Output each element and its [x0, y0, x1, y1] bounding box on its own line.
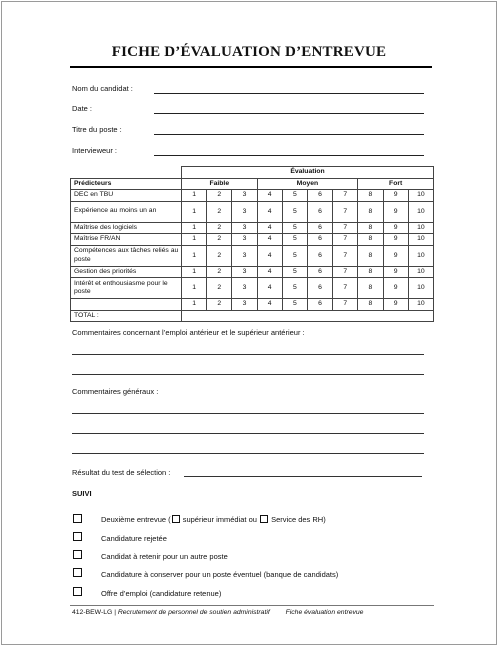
predictor-label: Gestion des priorités — [71, 266, 182, 278]
score-cell[interactable]: 2 — [207, 190, 232, 202]
score-cell[interactable]: 10 — [408, 299, 433, 311]
field-label-interviewer: Intervieweur : — [72, 146, 118, 155]
score-cell[interactable]: 8 — [358, 266, 383, 278]
predictor-label: Compétences aux tâches reliés au poste — [71, 245, 182, 266]
field-label-job-title: Titre du poste : — [72, 125, 122, 134]
score-cell[interactable]: 7 — [333, 278, 358, 299]
checkbox-other-position[interactable] — [73, 550, 82, 559]
job-title-line[interactable] — [154, 134, 424, 135]
comment-line[interactable] — [72, 354, 424, 355]
score-cell[interactable]: 1 — [182, 299, 207, 311]
footer-course: Recrutement de personnel de soutien administratif — [117, 609, 270, 616]
score-cell[interactable]: 5 — [282, 201, 307, 222]
score-cell[interactable]: 6 — [307, 266, 332, 278]
score-cell[interactable]: 9 — [383, 222, 408, 234]
group-header-row — [71, 178, 434, 190]
score-cell[interactable]: 8 — [358, 245, 383, 266]
score-cell[interactable]: 5 — [282, 266, 307, 278]
footer-code: 412-BEW-LG — [72, 609, 113, 616]
option-second-interview — [101, 515, 326, 524]
table-row — [71, 190, 434, 202]
score-cell[interactable]: 3 — [232, 245, 257, 266]
field-label-date: Date : — [72, 104, 93, 113]
score-cell[interactable]: 2 — [207, 222, 232, 234]
table-row — [71, 299, 434, 311]
total-label: TOTAL : — [71, 310, 182, 322]
checkbox-second-interview[interactable] — [73, 514, 82, 523]
checkbox-rejected[interactable] — [73, 532, 82, 541]
score-cell[interactable]: 8 — [358, 234, 383, 246]
score-cell[interactable]: 7 — [333, 266, 358, 278]
score-cell[interactable]: 6 — [307, 190, 332, 202]
predictor-label: Expérience au moins un an — [71, 201, 182, 222]
score-cell[interactable]: 6 — [307, 222, 332, 234]
table-row — [71, 278, 434, 299]
score-cell[interactable]: 2 — [207, 278, 232, 299]
score-cell[interactable]: 8 — [358, 299, 383, 311]
score-cell[interactable]: 8 — [358, 190, 383, 202]
table-row — [71, 234, 434, 246]
candidate-name-line[interactable] — [154, 93, 424, 94]
score-cell[interactable]: 4 — [257, 222, 282, 234]
total-row — [71, 310, 434, 322]
checkbox-job-offer[interactable] — [73, 587, 82, 596]
score-cell[interactable]: 4 — [257, 299, 282, 311]
total-cell[interactable] — [182, 310, 434, 322]
table-row — [71, 266, 434, 278]
score-cell[interactable]: 10 — [408, 190, 433, 202]
evaluation-table — [70, 166, 434, 322]
score-cell[interactable]: 6 — [307, 299, 332, 311]
selection-result-label: Résultat du test de sélection : — [72, 468, 171, 477]
score-cell[interactable]: 4 — [257, 266, 282, 278]
score-cell[interactable]: 5 — [282, 299, 307, 311]
option-candidate-bank-label: Candidature à conserver pour un poste éventuel (banque de candidats) — [101, 570, 339, 579]
score-cell[interactable]: 1 — [182, 266, 207, 278]
score-cell[interactable]: 4 — [257, 190, 282, 202]
predictors-header: Prédicteurs — [71, 178, 182, 190]
option-rejected-label: Candidature rejetée — [101, 534, 167, 543]
score-cell[interactable]: 4 — [257, 245, 282, 266]
score-cell[interactable]: 2 — [207, 266, 232, 278]
footer-divider — [70, 605, 434, 606]
score-cell[interactable]: 9 — [383, 299, 408, 311]
comment-line[interactable] — [72, 433, 424, 434]
score-cell[interactable]: 1 — [182, 234, 207, 246]
document-page — [1, 1, 497, 645]
group-moyen: Moyen — [257, 178, 358, 190]
score-cell[interactable]: 2 — [207, 201, 232, 222]
score-cell[interactable]: 2 — [207, 299, 232, 311]
comment-line[interactable] — [72, 374, 424, 375]
score-cell[interactable]: 4 — [257, 234, 282, 246]
score-cell[interactable]: 9 — [383, 190, 408, 202]
score-cell[interactable]: 5 — [282, 190, 307, 202]
table-row — [71, 245, 434, 266]
score-cell[interactable]: 5 — [282, 278, 307, 299]
comment-label-previous-employer: Commentaires concernant l’emploi antérieur et le supérieur antérieur : — [72, 328, 305, 337]
score-cell[interactable]: 2 — [207, 245, 232, 266]
score-cell[interactable]: 9 — [383, 278, 408, 299]
suivi-heading: SUIVI — [72, 489, 92, 498]
score-cell[interactable]: 3 — [232, 278, 257, 299]
score-cell[interactable]: 9 — [383, 245, 408, 266]
page-title: FICHE D’ÉVALUATION D’ENTREVUE — [111, 44, 387, 60]
score-cell[interactable]: 1 — [182, 278, 207, 299]
score-cell[interactable]: 7 — [333, 201, 358, 222]
score-cell[interactable]: 5 — [282, 245, 307, 266]
score-cell[interactable]: 7 — [333, 234, 358, 246]
score-cell[interactable]: 6 — [307, 234, 332, 246]
score-cell[interactable]: 2 — [207, 234, 232, 246]
option-second-interview-label: Deuxième entrevue ( — [101, 515, 171, 524]
option-job-offer-label: Offre d’emploi (candidature retenue) — [101, 589, 222, 598]
score-cell[interactable]: 3 — [232, 190, 257, 202]
score-cell[interactable]: 1 — [182, 222, 207, 234]
evaluation-header-row — [71, 167, 434, 179]
group-fort: Fort — [358, 178, 434, 190]
option-other-position-label: Candidat à retenir pour un autre poste — [101, 552, 228, 561]
score-cell[interactable]: 6 — [307, 278, 332, 299]
footer-document-name: Fiche évaluation entrevue — [285, 609, 364, 616]
predictor-label: Maîtrise des logiciels — [71, 222, 182, 234]
score-cell[interactable]: 10 — [408, 245, 433, 266]
score-cell[interactable]: 7 — [333, 245, 358, 266]
score-cell[interactable]: 10 — [408, 278, 433, 299]
comment-line[interactable] — [72, 453, 424, 454]
score-cell[interactable]: 1 — [182, 201, 207, 222]
predictor-label: Maîtrise FR/AN — [71, 234, 182, 246]
score-cell[interactable]: 3 — [232, 299, 257, 311]
evaluation-header: Évaluation — [182, 167, 434, 179]
score-cell[interactable]: 1 — [182, 190, 207, 202]
interviewer-line[interactable] — [154, 155, 424, 156]
predictor-label: Intérêt et enthousiasme pour le poste — [71, 278, 182, 299]
score-cell[interactable]: 7 — [333, 190, 358, 202]
score-cell[interactable]: 9 — [383, 201, 408, 222]
date-line[interactable] — [154, 113, 424, 114]
checkbox-supervisor[interactable] — [172, 515, 180, 523]
score-cell[interactable]: 8 — [358, 278, 383, 299]
score-cell[interactable]: 3 — [232, 266, 257, 278]
field-label-candidate: Nom du candidat : — [72, 84, 133, 93]
score-cell[interactable]: 9 — [383, 234, 408, 246]
score-cell[interactable]: 8 — [358, 222, 383, 234]
table-row — [71, 222, 434, 234]
comment-line[interactable] — [72, 413, 424, 414]
group-faible: Faible — [182, 178, 258, 190]
predictor-label — [71, 299, 182, 311]
score-cell[interactable]: 3 — [232, 234, 257, 246]
selection-result-line[interactable] — [184, 476, 422, 477]
comment-label-general: Commentaires généraux : — [72, 387, 159, 396]
score-cell[interactable]: 5 — [282, 222, 307, 234]
page-footer — [72, 609, 363, 616]
score-cell[interactable]: 4 — [257, 201, 282, 222]
score-cell[interactable]: 10 — [408, 266, 433, 278]
title-underline — [70, 66, 432, 68]
option-supervisor-label: supérieur immédiat ou — [182, 515, 257, 524]
footer-separator: | — [114, 609, 116, 616]
option-hr-label: Service des RH) — [271, 515, 326, 524]
table-corner — [71, 167, 182, 179]
score-cell[interactable]: 4 — [257, 278, 282, 299]
checkbox-hr-service[interactable] — [260, 515, 268, 523]
predictor-label: DEC en TBU — [71, 190, 182, 202]
score-cell[interactable]: 1 — [182, 245, 207, 266]
score-cell[interactable]: 6 — [307, 201, 332, 222]
table-row — [71, 201, 434, 222]
score-cell[interactable]: 6 — [307, 245, 332, 266]
score-cell[interactable]: 8 — [358, 201, 383, 222]
score-cell[interactable]: 10 — [408, 234, 433, 246]
score-cell[interactable]: 7 — [333, 222, 358, 234]
score-cell[interactable]: 10 — [408, 201, 433, 222]
score-cell[interactable]: 3 — [232, 222, 257, 234]
score-cell[interactable]: 5 — [282, 234, 307, 246]
score-cell[interactable]: 7 — [333, 299, 358, 311]
score-cell[interactable]: 10 — [408, 222, 433, 234]
score-cell[interactable]: 9 — [383, 266, 408, 278]
score-cell[interactable]: 3 — [232, 201, 257, 222]
checkbox-candidate-bank[interactable] — [73, 568, 82, 577]
